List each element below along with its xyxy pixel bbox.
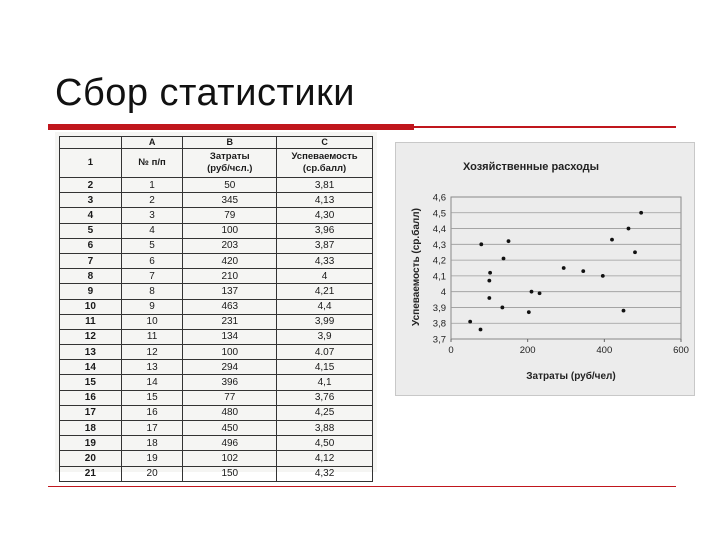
index-cell: 16: [121, 405, 183, 420]
x-tick-label: 400: [596, 345, 613, 356]
index-cell: 18: [121, 436, 183, 451]
row-number-cell: 8: [60, 269, 122, 284]
data-point: [639, 211, 643, 215]
data-point: [530, 290, 534, 294]
table-row: [60, 269, 373, 284]
score-cell: 4,21: [277, 284, 373, 299]
row-number-cell: 15: [60, 375, 122, 390]
index-cell: 20: [121, 466, 183, 481]
index-cell: 8: [121, 284, 183, 299]
y-tick-label: 4,2: [432, 255, 446, 267]
index-cell: 13: [121, 360, 183, 375]
cost-cell: 480: [183, 405, 277, 420]
x-tick-label: 200: [519, 345, 536, 356]
table-row: [60, 193, 373, 208]
row-number-cell: 14: [60, 360, 122, 375]
score-cell: 3,9: [277, 329, 373, 344]
index-cell: 9: [121, 299, 183, 314]
data-table-panel: [55, 132, 377, 480]
table-header-row: [60, 149, 373, 178]
plot-area: [433, 193, 689, 357]
row-number-cell: 21: [60, 466, 122, 481]
data-point: [527, 310, 531, 314]
cost-cell: 345: [183, 193, 277, 208]
score-cell: 4,25: [277, 405, 373, 420]
score-cell: 3,99: [277, 314, 373, 329]
column-letter-row: [60, 137, 373, 149]
data-point: [488, 271, 492, 275]
score-cell: 3,96: [277, 223, 373, 238]
y-tick-label: 4,1: [432, 271, 446, 283]
table-row: [60, 421, 373, 436]
table-row: [60, 375, 373, 390]
index-cell: 12: [121, 345, 183, 360]
cost-cell: 79: [183, 208, 277, 223]
table-row: [60, 178, 373, 193]
index-cell: 11: [121, 329, 183, 344]
x-tick-label: 600: [673, 345, 689, 356]
y-tick-label: 4,5: [432, 208, 446, 220]
data-point: [487, 296, 491, 300]
data-point: [562, 266, 566, 270]
cost-cell: 137: [183, 284, 277, 299]
score-cell: 4,4: [277, 299, 373, 314]
cost-cell: 134: [183, 329, 277, 344]
row-number-cell: 6: [60, 238, 122, 253]
table-row: [60, 314, 373, 329]
cost-cell: 100: [183, 345, 277, 360]
table-row: [60, 329, 373, 344]
cost-cell: 203: [183, 238, 277, 253]
score-cell: 3,87: [277, 238, 373, 253]
column-letter: [60, 137, 122, 149]
x-axis-label: Затраты (руб/чел): [526, 371, 616, 382]
table-row: [60, 253, 373, 268]
cost-cell: 210: [183, 269, 277, 284]
header-col-b-line1: Затраты: [209, 151, 250, 162]
row-number-cell: 16: [60, 390, 122, 405]
data-point: [507, 239, 511, 243]
index-cell: 2: [121, 193, 183, 208]
x-tick-label: 0: [448, 345, 454, 356]
table-row: [60, 436, 373, 451]
score-cell: 4,50: [277, 436, 373, 451]
data-point: [601, 274, 605, 278]
chart-panel: [395, 142, 695, 396]
index-cell: 15: [121, 390, 183, 405]
header-col-b: [183, 149, 277, 178]
y-tick-label: 4,3: [432, 239, 446, 251]
row-number-cell: 13: [60, 345, 122, 360]
cost-cell: 50: [183, 178, 277, 193]
y-tick-label: 4,4: [432, 224, 446, 236]
data-point: [479, 328, 483, 332]
cost-cell: 294: [183, 360, 277, 375]
title-underline-bar: [48, 124, 414, 130]
data-point: [633, 250, 637, 254]
table-row: [60, 466, 373, 481]
column-letter: A: [121, 137, 183, 149]
score-cell: 4,15: [277, 360, 373, 375]
index-cell: 14: [121, 375, 183, 390]
index-cell: 3: [121, 208, 183, 223]
score-cell: 4,12: [277, 451, 373, 466]
cost-cell: 150: [183, 466, 277, 481]
cost-cell: 100: [183, 223, 277, 238]
index-cell: 17: [121, 421, 183, 436]
plot-background: [451, 197, 681, 339]
index-cell: 4: [121, 223, 183, 238]
data-table: [59, 136, 373, 482]
row-number-cell: 18: [60, 421, 122, 436]
header-row-number: 1: [60, 149, 122, 178]
cost-cell: 231: [183, 314, 277, 329]
y-axis-label: Успеваемость (ср.балл): [411, 208, 422, 326]
table-row: [60, 390, 373, 405]
table-row: [60, 284, 373, 299]
y-tick-label: 3,7: [432, 334, 446, 346]
data-point: [468, 320, 472, 324]
score-cell: 4,32: [277, 466, 373, 481]
row-number-cell: 19: [60, 436, 122, 451]
chart-title: Хозяйственные расходы: [462, 161, 600, 173]
index-cell: 6: [121, 253, 183, 268]
column-letter: B: [183, 137, 277, 149]
score-cell: 3,76: [277, 390, 373, 405]
row-number-cell: 4: [60, 208, 122, 223]
cost-cell: 420: [183, 253, 277, 268]
cost-cell: 102: [183, 451, 277, 466]
row-number-cell: 7: [60, 253, 122, 268]
cost-cell: 496: [183, 436, 277, 451]
index-cell: 10: [121, 314, 183, 329]
score-cell: 4,1: [277, 375, 373, 390]
row-number-cell: 5: [60, 223, 122, 238]
data-point: [487, 279, 491, 283]
score-cell: 4,33: [277, 253, 373, 268]
table-row: [60, 238, 373, 253]
table-row: [60, 299, 373, 314]
score-cell: 4,13: [277, 193, 373, 208]
table-row: [60, 360, 373, 375]
table-body: [60, 178, 373, 482]
row-number-cell: 20: [60, 451, 122, 466]
row-number-cell: 9: [60, 284, 122, 299]
score-cell: 3,81: [277, 178, 373, 193]
index-cell: 5: [121, 238, 183, 253]
cost-cell: 450: [183, 421, 277, 436]
column-letter: C: [277, 137, 373, 149]
data-point: [479, 242, 483, 246]
data-point: [581, 269, 585, 273]
table-row: [60, 208, 373, 223]
scatter-chart: [396, 143, 694, 395]
index-cell: 7: [121, 269, 183, 284]
title-underline-line: [414, 126, 676, 128]
score-cell: 4.07: [277, 345, 373, 360]
data-point: [502, 257, 506, 261]
data-point: [500, 306, 504, 310]
cost-cell: 463: [183, 299, 277, 314]
data-point: [622, 309, 626, 313]
score-cell: 4: [277, 269, 373, 284]
y-tick-label: 3,8: [432, 318, 446, 330]
header-col-c: Успеваемость (ср.балл): [277, 149, 373, 178]
cost-cell: 77: [183, 390, 277, 405]
row-number-cell: 11: [60, 314, 122, 329]
score-cell: 4,30: [277, 208, 373, 223]
cost-cell: 396: [183, 375, 277, 390]
header-col-a: № п/п: [121, 149, 183, 178]
row-number-cell: 3: [60, 193, 122, 208]
row-number-cell: 17: [60, 405, 122, 420]
row-number-cell: 10: [60, 299, 122, 314]
data-point: [627, 227, 631, 231]
y-tick-label: 4: [440, 287, 446, 299]
index-cell: 1: [121, 178, 183, 193]
row-number-cell: 12: [60, 329, 122, 344]
bottom-divider: [48, 486, 676, 487]
y-tick-label: 3,9: [432, 302, 446, 314]
y-tick-label: 4,6: [432, 192, 446, 204]
table-row: [60, 345, 373, 360]
row-number-cell: 2: [60, 178, 122, 193]
table-row: [60, 405, 373, 420]
data-point: [610, 238, 614, 242]
score-cell: 3,88: [277, 421, 373, 436]
data-point: [538, 291, 542, 295]
slide-title: Сбор статистики: [55, 72, 355, 114]
header-col-b-line2: (руб/чсл.): [207, 163, 253, 174]
index-cell: 19: [121, 451, 183, 466]
table-row: [60, 223, 373, 238]
table-row: [60, 451, 373, 466]
